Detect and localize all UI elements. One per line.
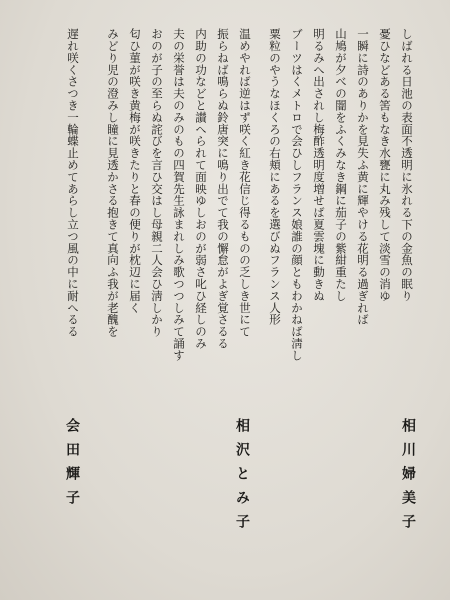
poem-line: 温めやれば逆はず咲く紅き花信じ得るものの乏しき世にて	[238, 28, 252, 338]
poem-line: 憂ひなどある筈もなき水甕に丸み残して淡雪の消ゆ	[378, 28, 392, 302]
author-name: 会田輝子	[64, 418, 80, 514]
poem-line: 振らねば鳴らぬ鈴唐突に鳴り出でて我の懈怠がよぎ覚さるる	[216, 28, 230, 350]
author-name: 相川婦美子	[400, 418, 416, 538]
poem-line: 山鳩が夕べの闇をふくみなき鋼に茄子の紫紺重たし	[334, 28, 348, 302]
poem-line: 夫の栄誉は夫のみのもの四賀先生詠まれしみ歌つつしみて誦す	[172, 28, 186, 362]
poem-line: 匂ひ菫が咲き黄梅が咲きたりと春の便りが枕辺に届く	[128, 28, 142, 314]
poem-line: みどり児の澄みし瞳に見透かさる抱きて真向ふ我が老醜を	[106, 28, 120, 338]
poem-line: 内助の功などと讃へられて面映ゆしおのが弱さ叱ひ経しのみ	[194, 28, 208, 350]
poem-line: 粟粒のやうなほくろの右頬にあるを選びぬフランス人形	[268, 28, 282, 326]
author-name: 相沢とみ子	[234, 418, 250, 538]
poem-line: おのが子の至らぬ詫びを言ひ交はし母親二人会ひ淸しかり	[150, 28, 164, 338]
poem-line: 一瞬に詩のありかを見失ふ黄に輝やける花明る過ぎれば	[356, 28, 370, 326]
poem-line: ブーツはくメトロで会ひしフランス娘誰の顔ともわかねば淸し	[290, 28, 304, 362]
poem-line: 遅れ咲くさつき一輪蝶止めてあらし立つ風の中に耐へるる	[66, 28, 80, 338]
poem-line: しばれる日池の表面不透明に氷れる下の金魚の眠り	[400, 28, 414, 302]
poem-line: 明るみへ出されし梅酢透明度増せば夏雲塊に動きぬ	[312, 28, 326, 302]
